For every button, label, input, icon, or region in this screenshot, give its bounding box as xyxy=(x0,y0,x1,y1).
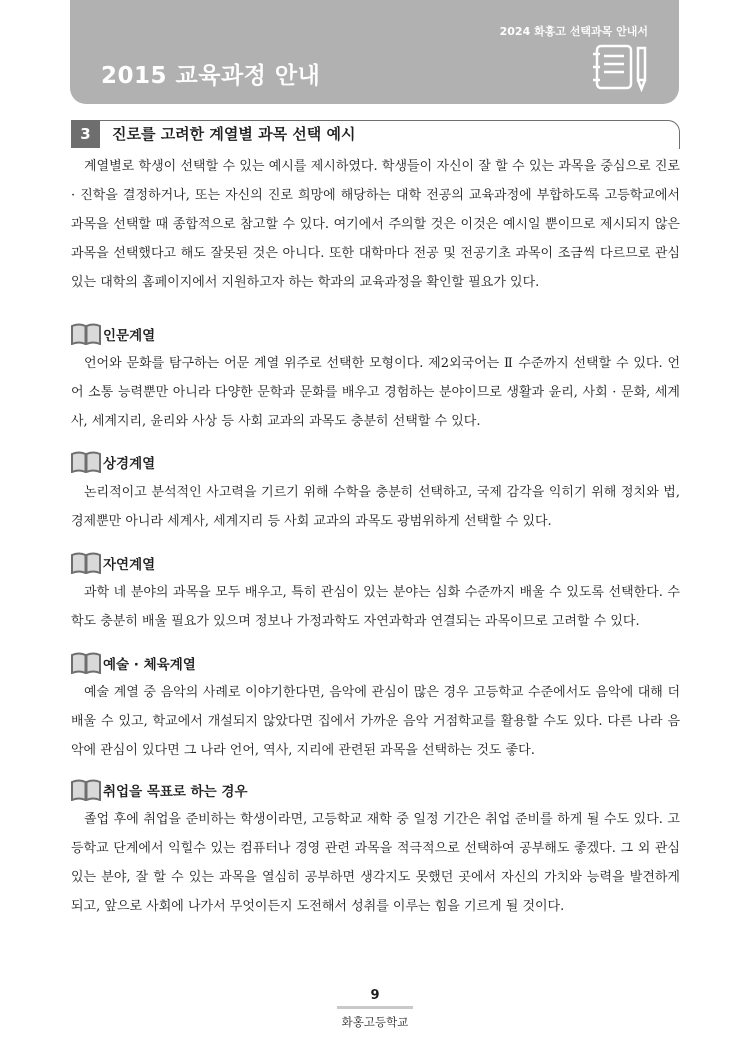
header-subtitle: 2024 화홍고 선택과목 안내서 xyxy=(499,25,648,38)
book-icon xyxy=(71,652,101,674)
footer-school-name: 화홍고등학교 xyxy=(341,1015,409,1029)
track-paragraph-arts: 예술 계열 중 음악의 사례로 이야기한다면, 음악에 관심이 많은 경우 고등학교 수준에서도 음악에 대해 더 배울 수 있고, 학교에서 개설되지 않았다면 집에서 가까운 음악 거점학교를 활용할 수도 있다. 다른 나라 음악에 관심이 있다면 그 나라 언어, 역사, 지리에 관련된 과목을 선택하는 것도 좋다. xyxy=(71,685,680,758)
notebook-pencil-icon xyxy=(591,42,651,92)
book-icon xyxy=(71,323,101,345)
book-icon xyxy=(71,552,101,574)
footer-divider xyxy=(337,1006,413,1009)
track-paragraph-employment: 졸업 후에 취업을 준비하는 학생이라면, 고등학교 재학 중 일정 기간은 취업 준비를 하게 될 수도 있다. 고등학교 단계에서 익힐수 있는 컴퓨터나 경영 관련 과목을 적극적으로 선택하여 공부해도 좋겠다. 그 외 관심 있는 분야, 잘 할 수 있는 과목을 열심히 공부하면 생각지도 못했던 곳에서 자신의 가치와 능력을 발견하게 되고, 앞으로 사회에 나가서 무엇이든지 도전해서 성취를 이루는 힘을 기르게 될 것이다. xyxy=(71,812,680,914)
book-icon xyxy=(71,451,101,473)
track-title: 상경계열 xyxy=(103,456,156,472)
track-title: 취업을 목표로 하는 경우 xyxy=(103,784,248,800)
track-paragraph-science: 과학 네 분야의 과목을 모두 배우고, 특히 관심이 있는 분야는 심화 수준까지 배울 수 있도록 선택한다. 수학도 충분히 배울 필요가 있으며 정보나 가정과학도 자연과학과 연결되는 과목이므로 고려할 수 있다. xyxy=(71,585,680,629)
track-paragraph-humanities: 언어와 문화를 탐구하는 어문 계열 위주로 선택한 모형이다. 제2외국어는 Ⅱ 수준까지 선택할 수 있다. 언어 소통 능력뿐만 아니라 다양한 문학과 문화를 배우고 경험하는 분야이므로 생활과 윤리, 사회 · 문화, 세계사, 세계지리, 윤리와 사상 등 사회 교과의 과목도 충분히 선택할 수 있다. xyxy=(71,356,680,429)
section-intro-paragraph: 계열별로 학생이 선택할 수 있는 예시를 제시하였다. 학생들이 자신이 잘 할 수 있는 과목을 중심으로 진로 · 진학을 결정하거나, 또는 자신의 진로 희망에 해당하는 대학 전공의 교육과정에 부합하도록 고등학교에서 과목을 선택할 때 종합적으로 참고할 수 있다. 여기에서 주의할 것은 이것은 예시일 뿐이므로 제시되지 않은 과목을 선택했다고 해도 잘못된 것은 아니다. 또한 대학마다 전공 및 전공기초 과목이 조금씩 다르므로 관심 있는 대학의 홈페이지에서 지원하고자 하는 학과의 교육과정을 확인할 필요가 있다. xyxy=(71,159,680,290)
section-number-badge: 3 xyxy=(71,120,100,148)
section-title: 진로를 고려한 계열별 과목 선택 예시 xyxy=(112,125,356,143)
header-title: 2015 교육과정 안내 xyxy=(101,63,321,89)
section-heading xyxy=(71,118,680,149)
page-header-banner xyxy=(70,0,679,104)
track-title: 인문계열 xyxy=(103,328,156,344)
track-paragraph-business: 논리적이고 분석적인 사고력을 기르기 위해 수학을 충분히 선택하고, 국제 감각을 익히기 위해 정치와 법, 경제뿐만 아니라 세계사, 세계지리 등 사회 교과의 과목도 광범위하게 선택할 수 있다. xyxy=(71,485,680,529)
track-title: 예술 · 체육계열 xyxy=(103,657,196,673)
book-icon xyxy=(71,779,101,801)
track-title: 자연계열 xyxy=(103,557,156,573)
page-number: 9 xyxy=(370,988,380,1003)
